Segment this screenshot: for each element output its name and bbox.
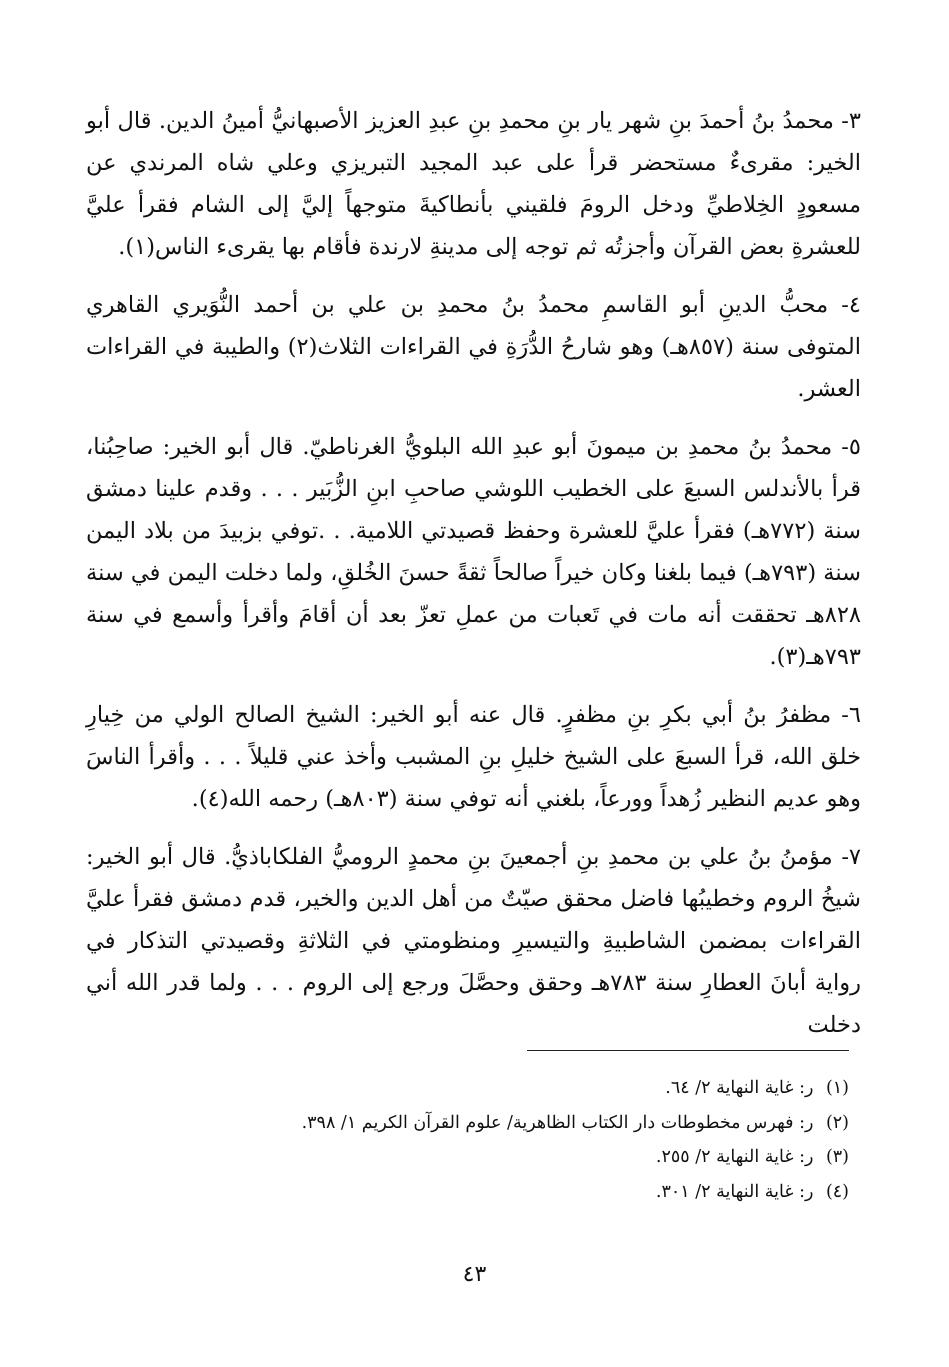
footnote-divider — [527, 1050, 849, 1051]
entry-text: محمدُ بنُ أحمدَ بنِ شهر يار بنِ محمدِ بنِ عبدِ العزيز الأصبهانيُّ أمينُ الدين. قال أبو الخير: مقرىءٌ مستحضر قرأ على عبد المجيد التبريزي وعلي شاه المرندي عن مسعودٍ الخِلاطيِّ ودخل الرومَ فلقيني بأنطاكيةَ متوجهاً إليَّ إلى الشام فقرأ عليَّ للعشرةِ بعض القرآن وأجزتُه ثم توجه إلى مدينةِ لارندة فأقام بها يقرىء الناس(١). — [86, 108, 861, 260]
entry-4 — [86, 284, 861, 410]
footnote-4 — [229, 1175, 849, 1210]
entry-text: مظفرُ بنُ أبي بكرِ بنِ مظفرٍ. قال عنه أبو الخير: الشيخ الصالح الولي من خِيارِ خلق الله، قرأ السبعَ على الشيخ خليلِ بنِ المشبب وأخذ عني قليلاً . . . وأقرأ الناسَ وهو عديم النظير زُهداً وورعاً، بلغني أنه توفي سنة (٨٠٣هـ) رحمه الله(٤). — [86, 702, 861, 812]
entry-6 — [86, 694, 861, 820]
footnote-text: ر: فهرس مخطوطات دار الكتاب الظاهرية/ علوم القرآن الكريم ١/ ٣٩٨. — [301, 1112, 814, 1133]
entry-5 — [86, 426, 861, 678]
footnote-number: (٢) — [825, 1112, 849, 1133]
footnote-text: ر: غاية النهاية ٢/ ٣٠١. — [655, 1181, 814, 1202]
entry-text: مؤمنُ بنُ علي بن محمدِ بنِ أجمعينَ بنِ محمدٍ الروميُّ الفلكاباذيُّ. قال أبو الخير: شيخُ الروم وخطيبُها فاضل محقق صيّتٌ من أهل الدين والخير، قدم دمشق فقرأ عليَّ القراءات بمضمن الشاطبيةِ والتيسيرِ ومنظومتي في الثلاثةِ وقصيدتي التذكار في رواية أبانَ العطارِ سنة ٧٨٣هـ وحقق وحصَّلَ ورجع إلى الروم . . . ولما قدر الله أني دخلت — [86, 844, 861, 1038]
page-number: ٤٣ — [462, 1262, 487, 1287]
footnote-1 — [229, 1071, 849, 1106]
main-text — [86, 100, 861, 1062]
entry-text: محمدُ بنُ محمدِ بن ميمونَ أبو عبدِ الله البلويُّ الغرناطيّ. قال أبو الخير: صاحِبُنا، قرأ بالأندلس السبعَ على الخطيب اللوشي صاحبِ ابنِ الزُّبَير . . . وقدم علينا دمشق سنة (٧٧٢هـ) فقرأ عليَّ للعشرة وحفظ قصيدتي اللامية. . .توفي بزبيدَ من بلاد اليمن سنة (٧٩٣هـ) فيما بلغنا وكان خيراً صالحاً ثقةً حسنَ الخُلقِ، ولما دخلت اليمن في سنة ٨٢٨هـ تحققت أنه مات في تَعبات من عملِ تعزّ بعد أن أقامَ وأقرأ وأسمع في سنة ٧٩٣هـ(٣). — [86, 434, 862, 670]
entry-3 — [86, 100, 861, 268]
footnote-number: (٤) — [825, 1181, 849, 1202]
entry-number: ٥- — [841, 434, 861, 460]
entry-number: ٣- — [841, 108, 861, 134]
footnote-text: ر: غاية النهاية ٢/ ٦٤. — [665, 1078, 814, 1098]
footnote-number: (١) — [825, 1078, 849, 1098]
entry-7 — [86, 836, 861, 1046]
footnote-2 — [229, 1106, 849, 1141]
footnote-text: ر: غاية النهاية ٢/ ٢٥٥. — [655, 1147, 814, 1167]
footnote-number: (٣) — [825, 1147, 849, 1167]
entry-number: ٦- — [841, 702, 861, 728]
entry-number: ٧- — [841, 844, 862, 870]
footnote-3 — [229, 1140, 849, 1175]
entry-number: ٤- — [841, 292, 861, 318]
entry-text: محبُّ الدينِ أبو القاسمِ محمدُ بنُ محمدِ بن علي بن أحمد النُّوَيري القاهري المتوفى سنة (٨٥٧هـ) وهو شارحُ الدُّرَةِ في القراءات الثلاث(٢) والطيبة في القراءات العشر. — [86, 292, 861, 402]
footnotes — [229, 1071, 849, 1209]
